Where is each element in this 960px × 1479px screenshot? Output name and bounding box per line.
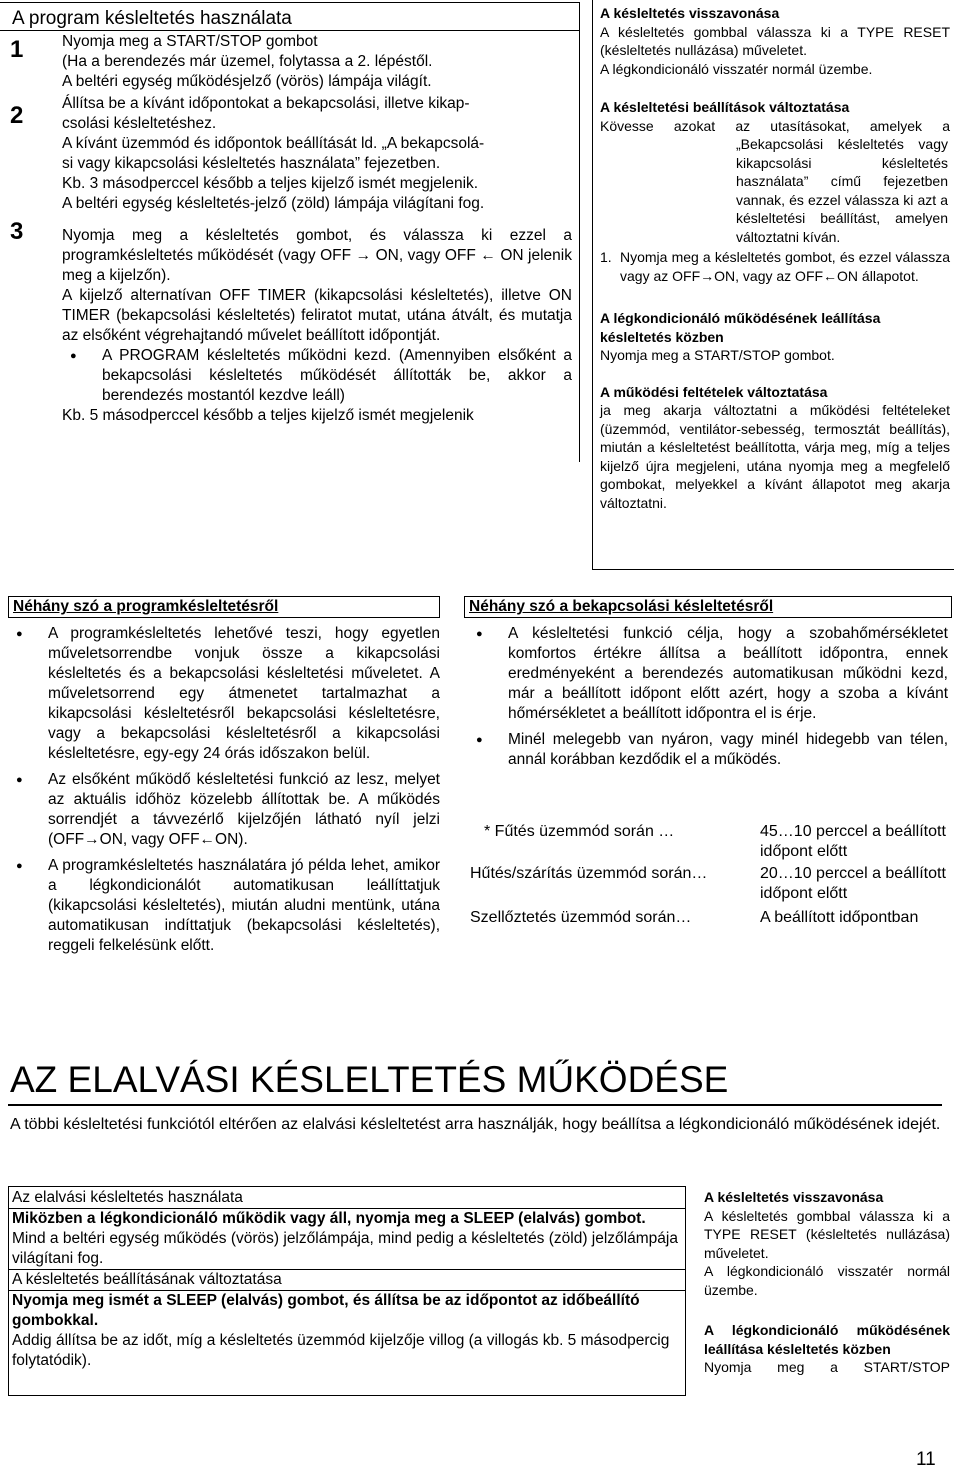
- on-timer-about-text: [468, 624, 948, 770]
- sleep-use-instruction: Miközben a légkondicionáló működik vagy áll, nyomja meg a SLEEP (elalvás) gombot.: [12, 1210, 646, 1227]
- step-3-bullet: ● A PROGRAM késleltetés működni kezd. (Amennyiben elsőként a bekapcsolási késleltetés működését állították be, akkor a berendezés mostantól kezdve leáll): [62, 346, 572, 406]
- cancel-text: A késleltetés gombbal válassza ki a TYPE RESET (késleltetés nullázása) műveletet.: [600, 23, 950, 58]
- step-2-line: A beltéri egység késleltetés-jelző (zöld) lámpája világítani fog.: [62, 195, 485, 212]
- step-3-paragraph: A kijelző alternatívan OFF TIMER (kikapcsolási késleltetés), illetve ON TIMER (bekapcsolási késleltetés) feliratot mutat, utána átvált, és mutatja az elsőként végrehajtandó művelet beállított időpontját.: [62, 287, 572, 344]
- program-timer-about-title-box: [8, 596, 440, 618]
- sleep-right-text: [704, 1188, 950, 1377]
- stop-title: A légkondicionáló működésének leállítása késleltetés közben: [600, 310, 881, 345]
- sleep-stop-title: A légkondicionáló működésének leállítása késleltetés közben: [704, 1322, 950, 1357]
- step-1-number: 1: [10, 36, 24, 63]
- stop-text: Nyomja meg a START/STOP gombot.: [600, 347, 835, 363]
- program-timer-title: A program késleltetés használata: [12, 8, 292, 29]
- change-step-num: 1.: [600, 249, 612, 265]
- mode-row-heating-value: 45…10 perccel a beállított időpont előtt: [760, 823, 946, 860]
- sleep-cancel-text: A késleltetés gombbal válassza ki a TYPE RESET (késleltetés nullázása) műveletet.: [704, 1207, 950, 1261]
- on-timer-bullet: ● Minél melegebb van nyáron, vagy minél hidegebb van télen, annál korábban kezdődik el a működés.: [468, 730, 948, 770]
- timer-right-text: [600, 4, 950, 512]
- program-timer-about-title: Néhány szó a programkésleltetésről: [13, 598, 279, 615]
- sleep-change-title: A késleltetés beállításának változtatása: [8, 1269, 686, 1291]
- change-title: A késleltetési beállítások változtatása: [600, 99, 850, 115]
- section-heading-rule: [8, 1104, 942, 1106]
- step-1-text: [62, 32, 572, 92]
- change-indent: „Bekapcsolási késleltetés vagy kikapcsolási késleltetés használata” című fejezetben vannak, és ezzel válassza ki azt a késleltetési beállítást, amelyen változtatni kíván.: [736, 136, 948, 245]
- sleep-cancel-text-2: A légkondicionáló visszatér normál üzembe.: [704, 1263, 950, 1298]
- cancel-text-2: A légkondicionáló visszatér normál üzembe.: [600, 60, 873, 77]
- step-2-line: csolási késleltetéshez.: [62, 115, 217, 132]
- mode-row-vent-label: Szellőztetés üzemmód során…: [470, 909, 692, 926]
- sleep-stop-text: Nyomja meg a START/STOP: [704, 1359, 950, 1375]
- step-2-line: si vagy kikapcsolási késleltetés használata” fejezetben.: [62, 155, 441, 172]
- cancel-title: A késleltetés visszavonása: [600, 5, 780, 21]
- step-3-footer: Kb. 5 másodperccel később a teljes kijelző ismét megjelenik: [62, 407, 474, 424]
- sleep-use-text: Mind a beltéri egység működés (vörös) jelzőlámpája, mind pedig a késleltetés (zöld) jelzőlámpája világítani fog.: [12, 1230, 678, 1267]
- about-bullet: ● Az elsőként működő késleltetési funkció az lesz, melyet az aktuális időhöz közelebb állítottak be. A működés sorrendjét a távvezérlő kijelzőjén látható nyíl jelzi (OFF→ON, vagy OFF←ON).: [8, 770, 440, 850]
- step-1-line: Nyomja meg a START/STOP gombot: [62, 33, 318, 50]
- step-2-text: [62, 94, 572, 214]
- program-timer-about-text: [8, 624, 440, 956]
- step-1-line: A beltéri egység működésjelző (vörös) lámpája világít.: [62, 73, 432, 90]
- mode-row-heating-label: * Fűtés üzemmód során …: [484, 823, 675, 840]
- about-bullet: ● A programkésleltetés lehetővé teszi, hogy egyetlen műveletsorrendbe vonjuk össze a kikapcsolási késleltetés és a bekapcsolási késleltetési műveletet. A műveletsorrend egy átmenetet tartalmazhat a kikapcsolási késleltetésről bekapcsolási késleltetésre, vagy a bekapcsolási késleltetésről a kikapcsolási késleltetésre, egy-egy 24 órás időszakon belül.: [8, 624, 440, 764]
- conditions-title: A működési feltételek változtatása: [600, 383, 828, 400]
- change-step-text: Nyomja meg a késleltetés gombot, és ezzel válassza vagy az OFF→ON, vagy az OFF←ON állapotot.: [620, 249, 950, 284]
- page-number: 11: [916, 1449, 936, 1470]
- sleep-cancel-title: A késleltetés visszavonása: [704, 1189, 884, 1205]
- section-heading: AZ ELALVÁSI KÉSLELTETÉS MŰKÖDÉSE: [10, 1059, 729, 1100]
- sleep-change-text: Addig állítsa be az időt, míg a késleltetés üzemmód kijelzője villog (a villogás kb. 5 másodpercig folytatódik).: [12, 1332, 670, 1369]
- step-2-number: 2: [10, 102, 24, 129]
- step-3-number: 3: [10, 218, 24, 245]
- step-3-instruction: Nyomja meg a késleltetés gombot, és válassza ki ezzel a programkésleltetés működését (vagy OFF → ON, vagy OFF ← ON jelenik meg a kijelzőn).: [62, 227, 572, 284]
- on-timer-bullet: ● A késleltetési funkció célja, hogy a szobahőmérsékletet komfortos értékre állítsa a beállított időpontra, ennek eredményeként a berendezés automatikusan működni kezd, már a beállított időpont előtt azért, hogy a szoba a kívánt hőmérsékletet a beállított időpontra el is érje.: [468, 624, 948, 724]
- sleep-change-instruction: Nyomja meg ismét a SLEEP (elalvás) gombot, és állítsa be az időpontot az időbeállító gombokkal.: [12, 1292, 640, 1329]
- about-bullet: ● A programkésleltetés használatára jó példa lehet, amikor a légkondicionálót automatikusan leállíttatjuk (kikapcsolási késleltetés), miután aludni mentünk, utána automatikusan indíttatjuk (bekapcsolási késleltetés), reggeli felkelésünk előtt.: [8, 856, 440, 956]
- conditions-text: ja meg akarja változtatni a működési feltételeket (üzemmód, ventilátor-sebesség, termosztát beállítás), miután a késleltetést beállította, várja meg, míg a teljes kijelző újra megjeleni, utána nyomja meg a megfelelő gombokat, melyekkel a kívánt állapotot meg akarja változtatni.: [600, 402, 950, 511]
- mode-row-cooling-label: Hűtés/szárítás üzemmód során…: [470, 865, 708, 882]
- step-2-line: Állítsa be a kívánt időpontokat a bekapcsolási, illetve kikap-: [62, 95, 470, 112]
- mode-row-vent-value: A beállított időpontban: [760, 909, 919, 926]
- sleep-timer-text: [12, 1188, 682, 1371]
- change-step: [600, 248, 950, 285]
- mode-row-cooling-value: 20…10 perccel a beállított időpont előtt: [760, 865, 946, 902]
- step-3-text: [62, 226, 572, 426]
- step-2-line: Kb. 3 másodperccel később a teljes kijelző ismét megjelenik.: [62, 175, 479, 192]
- sleep-use-title: Az elalvási késleltetés használata: [8, 1188, 686, 1209]
- change-intro: Kövesse azokat az utasításokat, amelyek a: [600, 117, 950, 134]
- step-1-line: (Ha a berendezés már üzemel, folytassa a 2. lépéstől.: [62, 53, 433, 70]
- section-intro: A többi késleltetési funkciótól eltérően az elalvási késleltetést arra használják, hogy beállítsa a légkondicionáló működésének idejét.: [10, 1116, 941, 1133]
- on-timer-about-title: Néhány szó a bekapcsolási késleltetésről: [469, 598, 774, 615]
- step-2-line: A kívánt üzemmód és időpontok beállítását ld. „A bekapcsolá-: [62, 135, 485, 152]
- on-timer-about-title-box: [464, 596, 952, 618]
